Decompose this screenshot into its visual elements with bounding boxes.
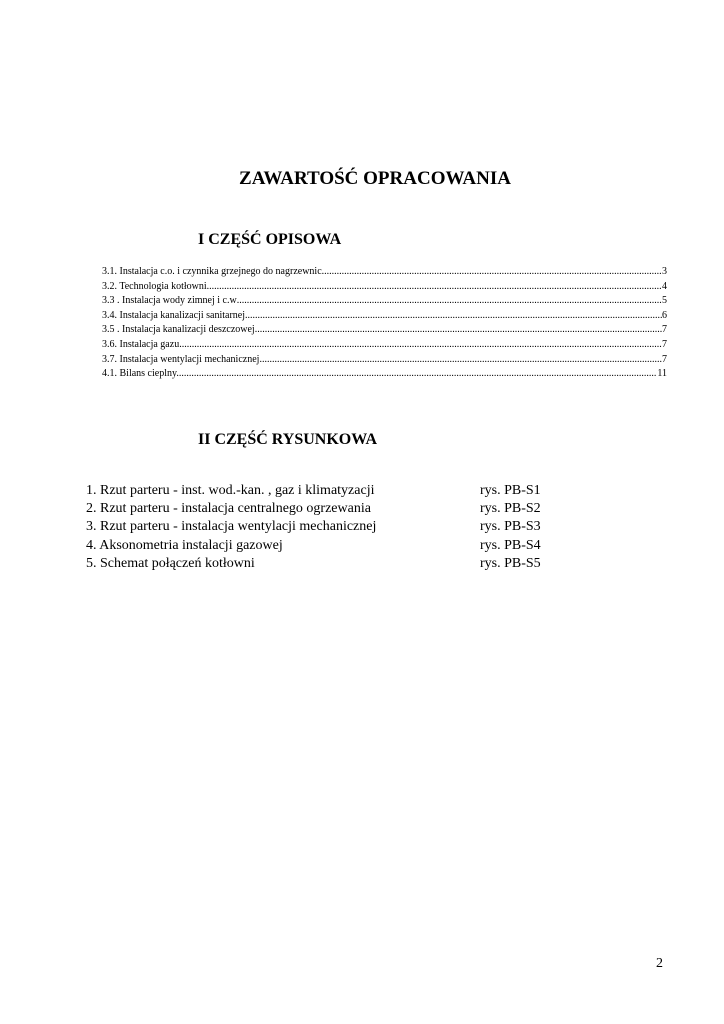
drawing-entry bbox=[86, 537, 606, 555]
toc-entry-label: 3.1. Instalacja c.o. i czynnika grzejnego do nagrzewnic bbox=[102, 266, 322, 277]
toc-entry bbox=[102, 265, 667, 280]
toc-entry-page: 7 bbox=[662, 338, 667, 350]
toc-entry-label: 4.1. Bilans cieplny. bbox=[102, 368, 179, 380]
toc-dot-leader bbox=[179, 338, 662, 353]
toc-dot-leader bbox=[322, 265, 662, 280]
drawing-reference: rys. PB-S1 bbox=[480, 483, 541, 498]
toc-entry-label: 3.3 . Instalacja wody zimnej i c.w bbox=[102, 295, 237, 307]
drawing-entry bbox=[86, 500, 606, 518]
drawing-entry bbox=[86, 482, 606, 500]
toc-entry-label: 3.5 . Instalacja kanalizacji deszczowej bbox=[102, 324, 255, 336]
drawing-reference: rys. PB-S3 bbox=[480, 519, 541, 535]
table-of-contents bbox=[102, 265, 667, 382]
toc-entry-label: 3.7. Instalacja wentylacji mechanicznej bbox=[102, 353, 260, 365]
toc-entry bbox=[102, 294, 667, 309]
toc-entry-page: 3 bbox=[662, 266, 667, 277]
drawing-entry bbox=[86, 518, 606, 536]
toc-entry-page: 6 bbox=[662, 309, 667, 321]
drawing-title: 3. Rzut parteru - instalacja wentylacji mechanicznej bbox=[86, 519, 377, 535]
toc-dot-leader bbox=[179, 367, 658, 382]
toc-entry-page: 4 bbox=[662, 280, 667, 292]
toc-entry-page: 5 bbox=[662, 295, 667, 307]
section-heading-descriptive: I CZĘŚĆ OPISOWA bbox=[198, 231, 342, 248]
toc-entry bbox=[102, 323, 667, 338]
toc-entry-label: 3.4. Instalacja kanalizacji sanitarnej bbox=[102, 309, 245, 321]
toc-entry-label: 3.6. Instalacja gazu bbox=[102, 338, 180, 350]
toc-entry bbox=[102, 280, 667, 295]
toc-dot-leader bbox=[259, 353, 662, 368]
drawing-title: 4. Aksonometria instalacji gazowej bbox=[86, 537, 283, 553]
drawing-title: 2. Rzut parteru - instalacja centralnego ogrzewania bbox=[86, 501, 371, 517]
drawing-reference: rys. PB-S2 bbox=[480, 501, 541, 517]
toc-entry bbox=[102, 338, 667, 353]
toc-dot-leader bbox=[245, 309, 662, 324]
page-title: ZAWARTOŚĆ OPRACOWANIA bbox=[239, 168, 511, 189]
toc-entry-label: 3.2. Technologia kotłowni bbox=[102, 280, 207, 292]
toc-entry bbox=[102, 309, 667, 324]
toc-entry bbox=[102, 353, 667, 368]
toc-entry-page: 7 bbox=[662, 324, 667, 336]
section-heading-drawings: II CZĘŚĆ RYSUNKOWA bbox=[198, 431, 378, 448]
toc-entry bbox=[102, 367, 667, 382]
toc-entry-page: 7 bbox=[662, 353, 667, 365]
toc-dot-leader bbox=[255, 323, 662, 338]
toc-dot-leader bbox=[207, 280, 662, 295]
drawings-list bbox=[86, 482, 606, 573]
toc-entry-page: 11 bbox=[657, 368, 667, 380]
drawing-reference: rys. PB-S4 bbox=[480, 537, 541, 553]
drawing-reference: rys. PB-S5 bbox=[480, 555, 541, 571]
toc-dot-leader bbox=[237, 294, 662, 309]
page-number: 2 bbox=[656, 956, 663, 971]
drawing-title: 5. Schemat połączeń kotłowni bbox=[86, 555, 255, 571]
drawing-title: 1. Rzut parteru - inst. wod.-kan. , gaz i klimatyzacji bbox=[86, 483, 375, 498]
drawing-entry bbox=[86, 555, 606, 573]
